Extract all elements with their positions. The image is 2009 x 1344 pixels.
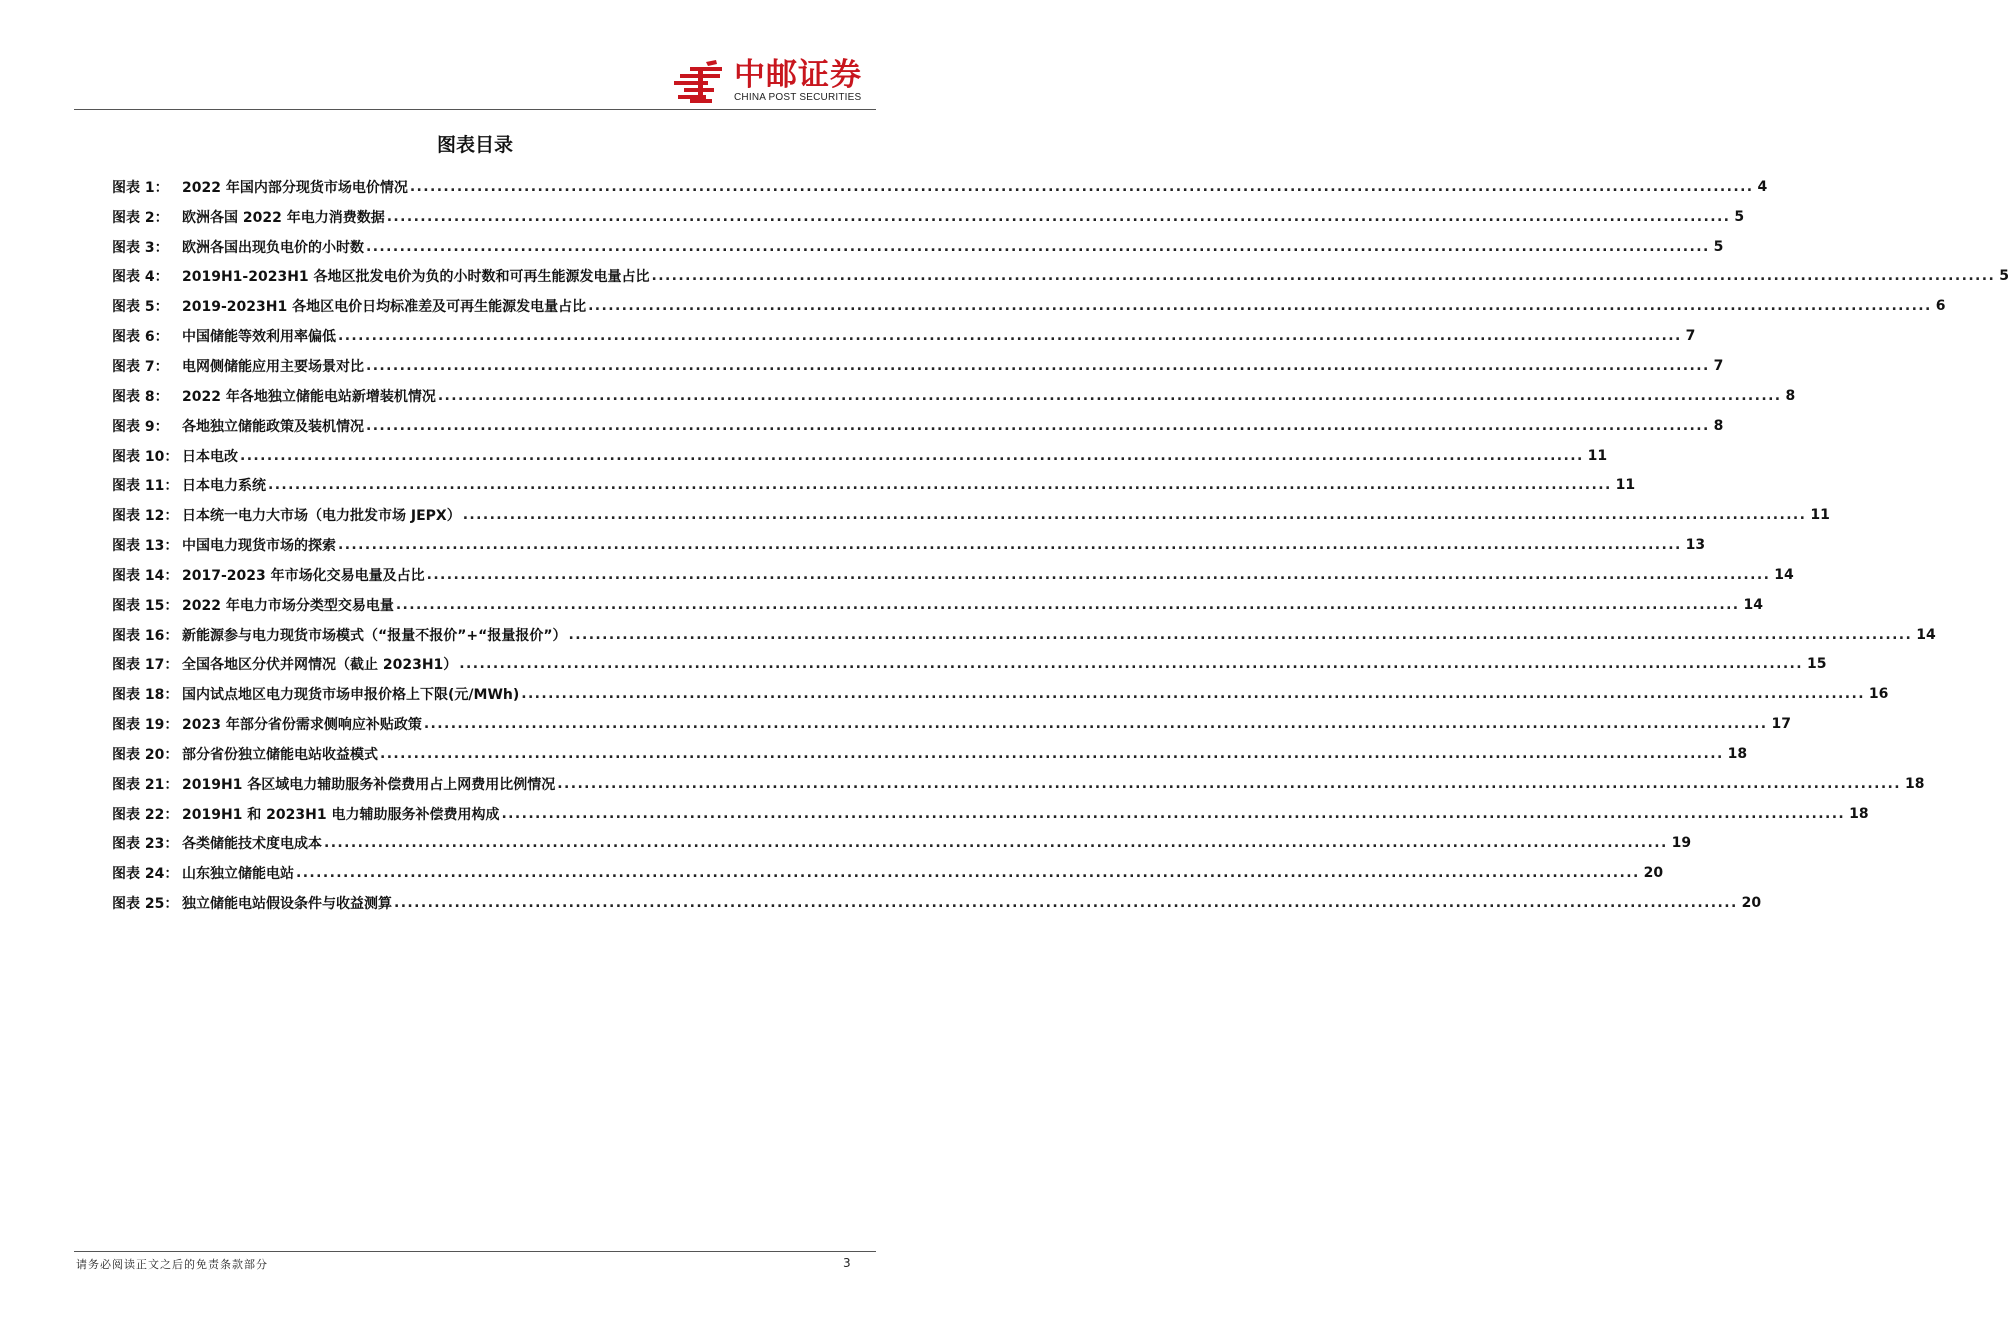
toc-item-leader-dots: ........................................................................................................................................................................................................ <box>651 268 1996 285</box>
toc-item[interactable] <box>112 650 1827 680</box>
toc-item-leader-dots: ........................................................................................................................................................................................................ <box>296 865 1640 882</box>
toc-item-leader-dots: ........................................................................................................................................................................................................ <box>366 357 1710 374</box>
toc-item-page: 6 <box>1935 298 1946 315</box>
toc-item[interactable] <box>112 441 1608 471</box>
header-divider <box>74 109 876 110</box>
toc-item-text: 新能源参与电力现货市场模式（“报量不报价”+“报量报价”） <box>182 627 567 644</box>
toc-item[interactable] <box>112 829 1692 859</box>
toc-item-text: 各地独立储能政策及装机情况 <box>182 418 364 435</box>
toc-item-leader-dots: ........................................................................................................................................................................................................ <box>423 716 1768 733</box>
toc-item-text: 欧洲各国出现负电价的小时数 <box>182 239 364 256</box>
toc-item-label: 图表 16： <box>112 627 179 644</box>
toc-item-label: 图表 2： <box>112 209 169 226</box>
toc-item-page: 11 <box>1810 507 1830 524</box>
toc-item-text: 2019H1 各区域电力辅助服务补偿费用占上网费用比例情况 <box>182 776 556 793</box>
toc-item-leader-dots: ........................................................................................................................................................................................................ <box>366 417 1710 434</box>
toc-item-text: 电网侧储能应用主要场景对比 <box>182 358 364 375</box>
toc-item-label: 图表 12： <box>112 508 179 525</box>
toc-item[interactable] <box>112 739 1748 769</box>
toc-item-page: 16 <box>1868 686 1889 703</box>
toc-item[interactable] <box>112 291 1946 321</box>
toc-item-leader-dots: ........................................................................................................................................................................................................ <box>501 805 1846 822</box>
toc-item-page: 15 <box>1806 656 1827 673</box>
toc-item[interactable] <box>112 709 1791 739</box>
toc-item-label: 图表 3： <box>112 239 169 256</box>
toc-item[interactable] <box>112 858 1664 888</box>
toc-item-label: 图表 10： <box>112 448 179 465</box>
toc-item-label: 图表 19： <box>112 717 179 734</box>
toc-item-label: 图表 21： <box>112 776 179 793</box>
toc-item-page: 20 <box>1643 865 1664 882</box>
toc-list <box>112 172 2009 918</box>
toc-item[interactable] <box>112 411 1724 441</box>
toc-item-page: 5 <box>1999 268 2009 285</box>
toc-item-leader-dots: ........................................................................................................................................................................................................ <box>437 387 1782 404</box>
toc-item-page: 11 <box>1587 447 1608 464</box>
toc-item-leader-dots: ........................................................................................................................................................................................................ <box>366 238 1710 255</box>
toc-item-leader-dots: ........................................................................................................................................................................................................ <box>386 208 1731 225</box>
toc-item-page: 5 <box>1713 238 1724 255</box>
toc-item-leader-dots: ........................................................................................................................................................................................................ <box>409 178 1754 195</box>
toc-item-label: 图表 6： <box>112 329 169 346</box>
toc-item-label: 图表 5： <box>112 299 169 316</box>
china-post-logo-icon <box>672 58 726 106</box>
toc-item-page: 14 <box>1916 626 1936 643</box>
toc-item-label: 图表 15： <box>112 597 179 614</box>
toc-item-page: 18 <box>1849 805 1869 822</box>
toc-item-label: 图表 25： <box>112 896 179 913</box>
toc-item-leader-dots: ........................................................................................................................................................................................................ <box>394 895 1738 912</box>
toc-item-label: 图表 14： <box>112 567 179 584</box>
toc-item-label: 图表 24： <box>112 866 179 883</box>
toc-item[interactable] <box>112 202 1745 232</box>
toc-item[interactable] <box>112 351 1724 381</box>
toc-item-text: 2022 年电力市场分类型交易电量 <box>182 597 394 614</box>
toc-item-text: 部分省份独立储能电站收益模式 <box>182 746 378 763</box>
footer-divider <box>74 1251 876 1252</box>
header-logo <box>672 58 882 106</box>
toc-item-leader-dots: ........................................................................................................................................................................................................ <box>395 596 1740 613</box>
toc-item-leader-dots: ........................................................................................................................................................................................................ <box>557 775 1901 792</box>
toc-item-leader-dots: ........................................................................................................................................................................................................ <box>380 745 1724 762</box>
toc-item-leader-dots: ........................................................................................................................................................................................................ <box>568 626 1913 643</box>
toc-item-label: 图表 11： <box>112 478 179 495</box>
toc-title: 图表目录 <box>436 134 513 156</box>
toc-item-text: 2022 年国内部分现货市场电价情况 <box>182 179 408 196</box>
toc-item[interactable] <box>112 172 1768 202</box>
toc-item-leader-dots: ........................................................................................................................................................................................................ <box>268 477 1612 494</box>
toc-item-text: 2019H1 和 2023H1 电力辅助服务补偿费用构成 <box>182 806 500 823</box>
toc-item-page: 7 <box>1713 357 1724 374</box>
toc-item[interactable] <box>112 799 1869 829</box>
toc-item-label: 图表 13： <box>112 538 179 555</box>
toc-item-label: 图表 20： <box>112 746 179 763</box>
toc-item-text: 各类储能技术度电成本 <box>182 836 322 853</box>
toc-item-label: 图表 8： <box>112 388 169 405</box>
toc-item[interactable] <box>112 321 1696 351</box>
toc-item-text: 日本统一电力大市场（电力批发市场 JEPX） <box>182 508 461 525</box>
toc-item-label: 图表 18： <box>112 687 179 704</box>
toc-item[interactable] <box>112 232 1724 262</box>
footer-disclaimer: 请务必阅读正文之后的免责条款部分 <box>76 1258 268 1271</box>
toc-item-text: 2019-2023H1 各地区电价日均标准差及可再生能源发电量占比 <box>182 299 587 316</box>
toc-item-page: 19 <box>1671 835 1692 852</box>
toc-item-leader-dots: ........................................................................................................................................................................................................ <box>459 656 1803 673</box>
toc-item-page: 20 <box>1741 895 1762 912</box>
toc-item-text: 欧洲各国 2022 年电力消费数据 <box>182 209 385 226</box>
toc-item-page: 7 <box>1685 328 1696 345</box>
toc-item-leader-dots: ........................................................................................................................................................................................................ <box>426 566 1771 583</box>
toc-item-label: 图表 22： <box>112 806 179 823</box>
toc-item[interactable] <box>112 530 1706 560</box>
toc-item[interactable] <box>112 888 1762 918</box>
toc-item-page: 17 <box>1771 716 1791 733</box>
toc-item-label: 图表 9： <box>112 418 169 435</box>
toc-item[interactable] <box>112 500 1830 530</box>
toc-item[interactable] <box>112 560 1794 590</box>
toc-item-page: 14 <box>1743 596 1763 613</box>
page-number: 3 <box>843 1256 851 1270</box>
toc-item-leader-dots: ........................................................................................................................................................................................................ <box>338 537 1682 554</box>
toc-item-page: 4 <box>1757 178 1768 195</box>
toc-item[interactable] <box>112 679 1889 709</box>
toc-item-text: 2017-2023 年市场化交易电量及占比 <box>182 567 425 584</box>
toc-item-leader-dots: ........................................................................................................................................................................................................ <box>338 328 1682 345</box>
toc-item-text: 2019H1-2023H1 各地区批发电价为负的小时数和可再生能源发电量占比 <box>182 269 650 286</box>
toc-item-label: 图表 4： <box>112 269 169 286</box>
toc-item-text: 全国各地区分伏并网情况（截止 2023H1） <box>182 657 458 674</box>
toc-item-text: 国内试点地区电力现货市场申报价格上下限(元/MWh) <box>182 687 520 704</box>
toc-item-page: 14 <box>1774 566 1794 583</box>
toc-item-leader-dots: ........................................................................................................................................................................................................ <box>324 835 1668 852</box>
logo-chinese-text: 中邮证券 <box>734 57 862 93</box>
logo-english-text: CHINA POST SECURITIES <box>734 92 862 103</box>
toc-item[interactable] <box>112 262 2009 292</box>
toc-item-label: 图表 7： <box>112 358 169 375</box>
toc-item-label: 图表 23： <box>112 836 179 853</box>
toc-item[interactable] <box>112 590 1763 620</box>
toc-item-page: 18 <box>1727 745 1748 762</box>
toc-item-text: 中国储能等效利用率偏低 <box>182 329 336 346</box>
toc-item-page: 8 <box>1785 387 1796 404</box>
toc-item-label: 图表 1： <box>112 179 169 196</box>
toc-item[interactable] <box>112 381 1796 411</box>
toc-item-page: 13 <box>1685 537 1706 554</box>
toc-item[interactable] <box>112 470 1636 500</box>
toc-item-text: 日本电力系统 <box>182 478 266 495</box>
toc-item-page: 18 <box>1904 775 1925 792</box>
toc-item-leader-dots: ........................................................................................................................................................................................................ <box>240 447 1584 464</box>
toc-item[interactable] <box>112 620 1936 650</box>
toc-item-leader-dots: ........................................................................................................................................................................................................ <box>521 686 1865 703</box>
toc-item-text: 山东独立储能电站 <box>182 866 294 883</box>
toc-item-text: 日本电改 <box>182 448 238 465</box>
toc-item-leader-dots: ........................................................................................................................................................................................................ <box>588 298 1932 315</box>
toc-item-page: 11 <box>1615 477 1636 494</box>
toc-item-text: 独立储能电站假设条件与收益测算 <box>182 896 392 913</box>
toc-item-text: 2022 年各地独立储能电站新增装机情况 <box>182 388 436 405</box>
toc-item-label: 图表 17： <box>112 657 179 674</box>
toc-item-leader-dots: ........................................................................................................................................................................................................ <box>462 507 1807 524</box>
toc-item-page: 8 <box>1713 417 1724 434</box>
toc-item-text: 中国电力现货市场的探索 <box>182 538 336 555</box>
toc-item-text: 2023 年部分省份需求侧响应补贴政策 <box>182 717 422 734</box>
toc-item[interactable] <box>112 769 1925 799</box>
toc-item-page: 5 <box>1734 208 1745 225</box>
